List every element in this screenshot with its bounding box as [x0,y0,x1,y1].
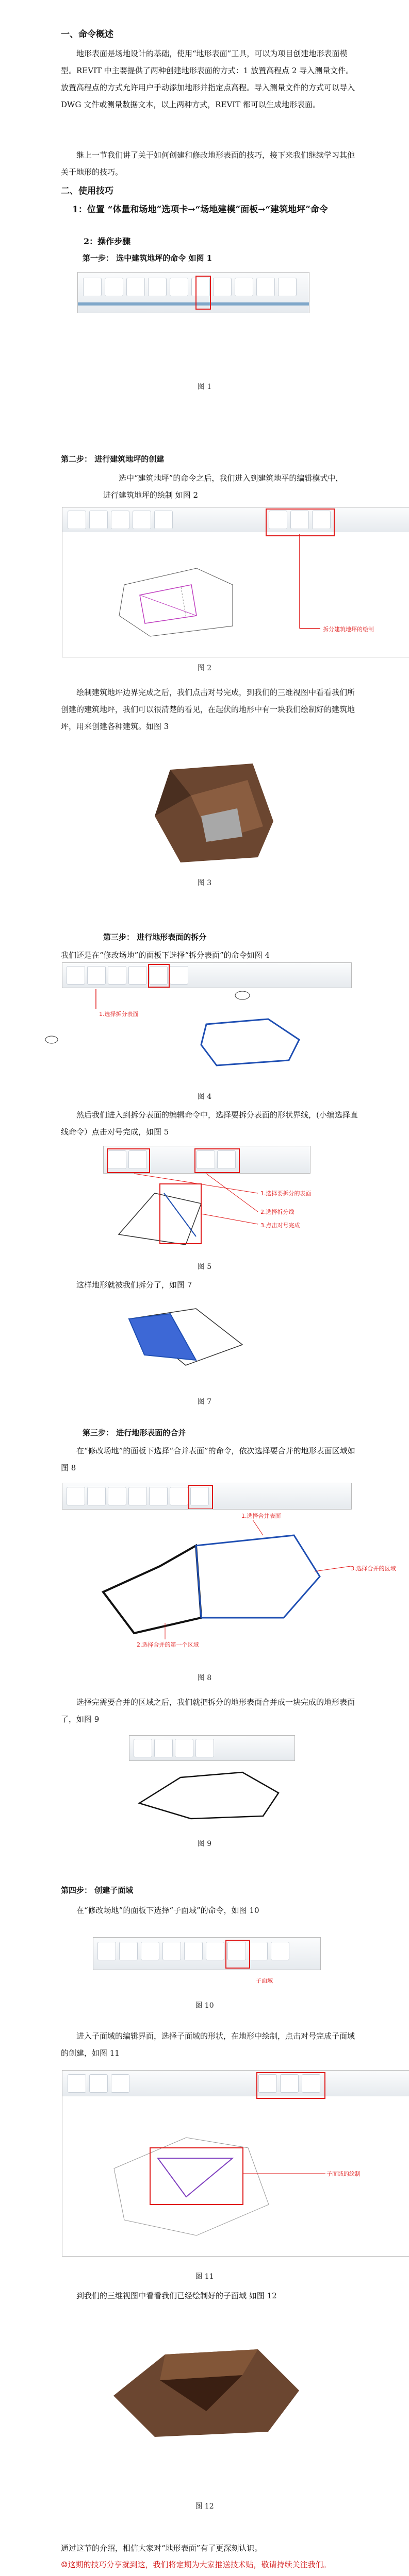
step-3: 第三步： 进行地形表面的拆分 [103,933,207,942]
tool-icon [126,278,145,296]
section-heading-tips: 二、使用技巧 [61,186,113,196]
highlight-box [225,1940,250,1969]
figure-10-caption: 图 10 [195,2002,214,2010]
figure-9-caption: 图 9 [197,1840,212,1848]
highlight-box [194,1148,240,1173]
fig5-drawing [103,1173,392,1255]
tool-icon [87,966,106,985]
fig11-drawing [62,2071,409,2256]
figure-2-screenshot [62,507,409,657]
figure-8-ribbon [62,1483,352,1510]
fig8-annotation-3: 3.选择合并的区域 [351,1565,396,1572]
tool-icon [141,1942,159,1960]
fig2-annotation: 拆分建筑地坪的绘制 [323,626,374,633]
paragraph-after-fig4: 然后我们进入到拆分表面的编辑命令中，选择要拆分表面的形状界线，(小编选择直线命令）点击对号完成，如图 5 [61,1110,358,1137]
highlight-box [107,1148,150,1173]
figure-11-caption: 图 11 [195,2273,214,2281]
tool-icon [170,278,188,296]
figure-12-terrain [103,2334,309,2447]
ribbon-panel-bar [78,302,309,306]
highlight-box [195,276,211,310]
fig2-drawing [62,507,409,657]
tool-icon [206,1942,224,1960]
fig10-annotation: 子面域 [256,1977,273,1984]
fig8-annotation-2: 2.选择合并的第一个区域 [137,1641,199,1648]
tool-icon [108,966,126,985]
tool-icon [128,1487,147,1505]
figure-4-caption: 图 4 [197,1093,212,1101]
tool-icon [67,1487,85,1505]
fig8-drawing [77,1520,387,1643]
tool-icon [170,966,188,985]
tool-icon [148,278,167,296]
fig5-annotation-2: 2.选择拆分线 [260,1209,295,1215]
paragraph-after-fig5: 这样地形就被我们拆分了，如图 7 [76,1280,192,1290]
figure-11-screenshot [62,2070,409,2257]
figure-1-caption: 图 1 [197,383,212,391]
tool-icon [256,278,275,296]
paragraph-step-2: 选中“建筑地坪”的命令之后，我们进入到建筑地平的编辑模式中，进行建筑地坪的绘制 如图 2 [103,473,343,500]
tool-icon [134,1739,152,1757]
tool-icon [97,1942,116,1960]
figure-12-caption: 图 12 [195,2502,214,2511]
figure-7-caption: 图 7 [197,1398,212,1406]
tool-icon [105,278,123,296]
sub-heading-steps: 2：操作步骤 [84,236,131,246]
fig4-drawing [31,988,392,1076]
ribbon [62,963,351,988]
tool-icon [235,278,253,296]
tool-icon [67,966,85,985]
fig8-annotation-1: 1.选择合并表面 [241,1513,281,1519]
tool-icon [87,1487,106,1505]
highlight-box [148,964,170,988]
tool-icon [170,1487,188,1505]
tool-icon [271,1942,289,1960]
tool-icon [184,1942,203,1960]
fig4-annotation: 1.选择拆分表面 [99,1011,139,1018]
figure-3-caption: 图 3 [197,879,212,887]
tool-icon [149,1487,168,1505]
paragraph-overview: 地形表面是场地设计的基础，使用“地形表面”工具，可以为项目创建地形表面模型。REVIT 中主要提供了两种创建地形表面的方式：1 放置高程点 2 导入测量文件。放置高程点的方式允许用户手动添加地形并指定点高程。导入测量文件的方式可以导入 DWG 文件或测量数据文本，以上两种方式，REVIT 都可以生成地形表面。 [61,49,355,109]
tool-icon [83,278,102,296]
tool-icon [162,1942,181,1960]
fig11-annotation: 子面域的绘制 [326,2171,361,2177]
step-1: 第一步： 选中建筑地坪的命令 如图 1 [83,253,212,263]
tool-icon [128,966,147,985]
figure-5-caption: 图 5 [197,1263,212,1271]
tool-icon [154,1739,173,1757]
fig5-annotation-3: 3.点击对号完成 [260,1222,300,1229]
closing-summary: 通过这节的介绍，相信大家对“地形表面”有了更深刻认识。 [61,2544,263,2553]
section-heading-overview: 一、命令概述 [61,29,113,40]
step-4: 第三步： 进行地形表面的合并 [83,1428,186,1437]
paragraph-after-fig8: 选择完需要合并的区域之后，我们就把拆分的地形表面合并成一块完成的地形表面了，如图 9 [61,1698,355,1724]
paragraph-step-5: 在“修改场地”的面板下选择“子面域”的命令，如图 10 [76,1906,259,1915]
step-2: 第二步： 进行建筑地坪的创建 [61,454,165,464]
tool-icon [175,1739,193,1757]
tool-icon [119,1942,138,1960]
fig9-drawing [134,1767,289,1824]
figure-9-ribbon [129,1735,295,1761]
tool-icon [278,278,297,296]
figure-5-ribbon [103,1146,310,1174]
figure-7-drawing [124,1303,248,1370]
tool-icon [108,1487,126,1505]
figure-4-ribbon [62,962,352,988]
paragraph-after-fig10: 进入子面域的编辑界面，选择子面域的形状，在地形中绘制，点击对号完成子面域的创建，如图 11 [61,2031,355,2058]
paragraph-step-3: 我们还是在“修改场地”的面板下选择“拆分表面”的命令如图 4 [61,951,270,960]
tool-icon [195,1739,214,1757]
fig5-annotation-1: 1.选择要拆分的表面 [260,1190,312,1197]
paragraph-intro: 继上一节我们讲了关于如何创建和修改地形表面的技巧，接下来我们继续学习其他关于地形的技巧。 [61,150,355,177]
step-5: 第四步： 创建子面域 [61,1886,134,1895]
tool-icon [213,278,232,296]
highlight-box [188,1485,213,1510]
sub-heading-location: 1：位置 “体量和场地”选项卡→“场地建模”面板→“建筑地坪”命令 [72,205,328,215]
paragraph-after-fig11: 到我们的三维视图中看看我们已经绘制好的子面域 如图 12 [76,2291,277,2300]
figure-10-ribbon [93,1937,321,1970]
paragraph-after-fig2: 绘制建筑地坪边界完成之后，我们点击对号完成，到我们的三维视图中看看我们所创建的建筑地坪，我们可以很清楚的看见，在起伏的地形中有一块我们绘制好的建筑地坪，用来创建各种建筑。如图 3 [61,688,355,731]
figure-3-terrain [150,759,279,868]
figure-2-caption: 图 2 [197,664,212,672]
figure-1-screenshot [77,272,309,313]
figure-8-caption: 图 8 [197,1674,212,1682]
closing-call-to-action: ☺这期的技巧分享就到这，我们将定期为大家推送技术贴，敬请持续关注我们。 [61,2560,331,2569]
paragraph-step-4: 在“修改场地”的面板下选择“合并表面”的命令，依次选择要合并的地形表面区域如图 8 [61,1446,355,1472]
tool-icon [249,1942,268,1960]
